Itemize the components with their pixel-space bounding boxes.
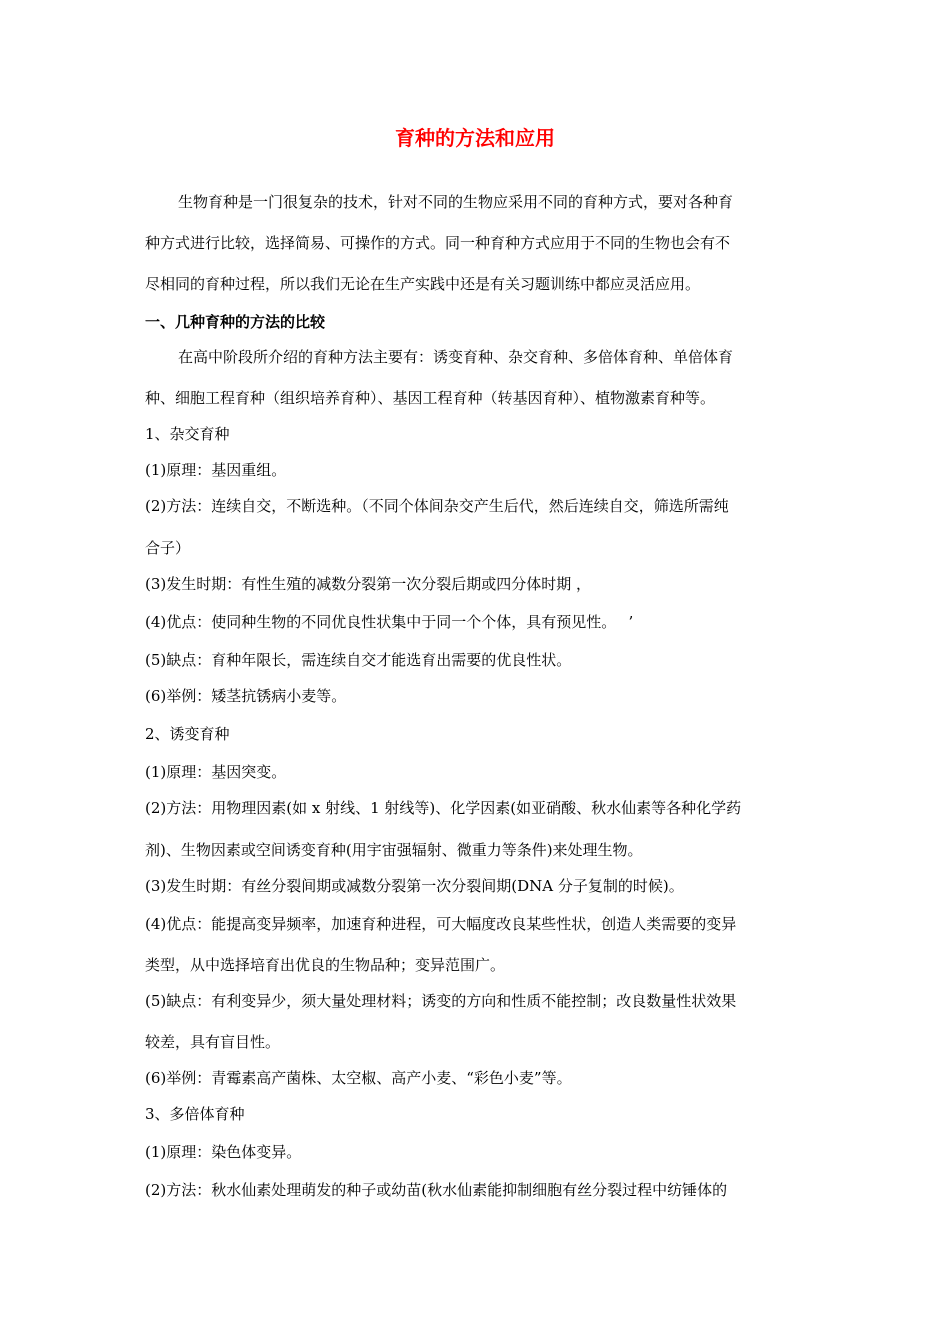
list-item: (6)举例：青霉素高产菌株、太空椒、高产小麦、“彩色小麦”等。 (145, 1069, 572, 1087)
subheading-polyploid-breeding: 3、多倍体育种 (145, 1105, 245, 1123)
paragraph-line: 在高中阶段所介绍的育种方法主要有：诱变育种、杂交育种、多倍体育种、单倍体育 (178, 348, 734, 366)
list-item: (3)发生时期：有性生殖的减数分裂第一次分裂后期或四分体时期 ， (145, 575, 592, 593)
list-item: (2)方法：连续自交，不断选种。（不同个体间杂交产生后代，然后连续自交，筛选所需纯 (145, 497, 729, 515)
list-item-continuation: 类型，从中选择培育出优良的生物品种；变异范围广。 (145, 956, 506, 974)
list-item: (5)缺点：有利变异少，须大量处理材料；诱变的方向和性质不能控制；改良数量性状效果 (145, 992, 737, 1010)
list-item: (1)原理：基因突变。 (145, 763, 287, 781)
list-item: (5)缺点：育种年限长，需连续自交才能选育出需要的优良性状。 (145, 651, 572, 669)
list-item: (1)原理：基因重组。 (145, 461, 287, 479)
list-item: (6)举例：矮茎抗锈病小麦等。 (145, 687, 347, 705)
list-item: (3)发生时期：有丝分裂间期或减数分裂第一次分裂间期(DNA 分子复制的时候)。 (145, 877, 684, 895)
list-item-continuation: 较差，具有盲目性。 (145, 1033, 281, 1051)
section-heading-1: 一、几种育种的方法的比较 (145, 313, 326, 331)
paragraph-line: 种、细胞工程育种（组织培养育种）、基因工程育种（转基因育种）、植物激素育种等。 (145, 389, 716, 407)
list-item: (1)原理：染色体变异。 (145, 1143, 302, 1161)
intro-line-1: 生物育种是一门很复杂的技术，针对不同的生物应采用不同的育种方式，要对各种育 (178, 193, 734, 211)
document-title: 育种的方法和应用 (395, 126, 555, 150)
subheading-hybrid-breeding: 1、杂交育种 (145, 425, 230, 443)
list-item: (4)优点：能提高变异频率，加速育种进程，可大幅度改良某些性状，创造人类需要的变异 (145, 915, 737, 933)
intro-line-2: 种方式进行比较，选择简易、可操作的方式。同一种育种方式应用于不同的生物也会有不 (145, 234, 731, 252)
subheading-mutation-breeding: 2、诱变育种 (145, 725, 230, 743)
intro-line-3: 尽相同的育种过程，所以我们无论在生产实践中还是有关习题训练中都应灵活应用。 (145, 275, 701, 293)
list-item-continuation: 合子） (145, 539, 191, 557)
list-item: (2)方法：秋水仙素处理萌发的种子或幼苗(秋水仙素能抑制细胞有丝分裂过程中纺锤体的 (145, 1181, 728, 1199)
list-item-continuation: 剂)、生物因素或空间诱变育种(用宇宙强辐射、微重力等条件)来处理生物。 (145, 841, 643, 859)
list-item: (2)方法：用物理因素(如 x 射线、1 射线等)、化学因素(如亚硝酸、秋水仙素等各种化学药 (145, 799, 742, 817)
list-item: (4)优点：使同种生物的不同优良性状集中于同一个个体，具有预见性。 ’ (145, 613, 634, 631)
